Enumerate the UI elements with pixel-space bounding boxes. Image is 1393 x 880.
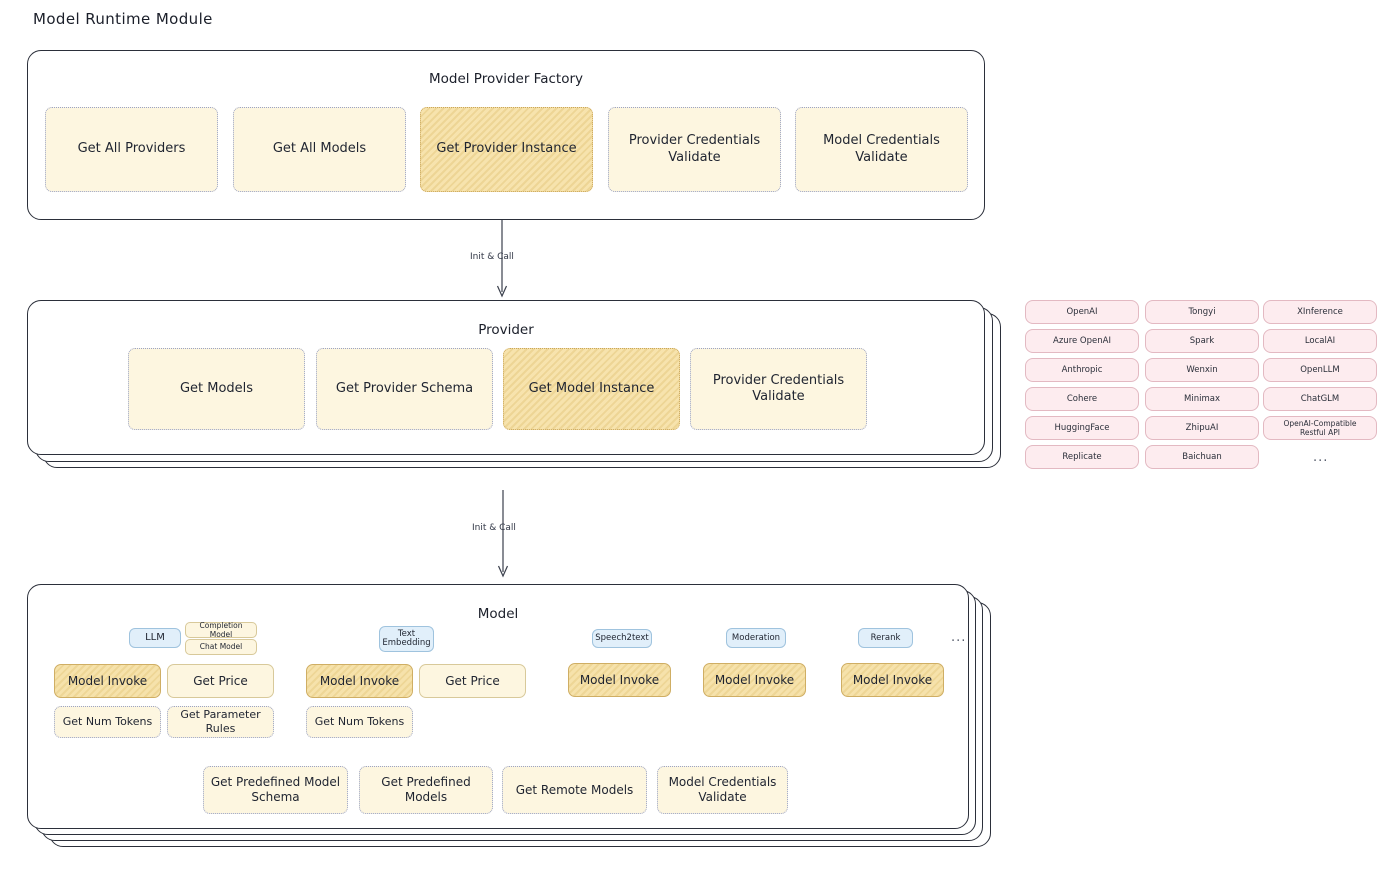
node-label: Get Num Tokens xyxy=(314,715,405,729)
node-model-invoke-embedding[interactable] xyxy=(306,664,413,698)
node-label: Wenxin xyxy=(1186,364,1218,375)
provider-chip-wenxin[interactable] xyxy=(1145,358,1259,382)
node-label: Completion Model xyxy=(199,620,243,639)
provider-list-more: ... xyxy=(1313,450,1329,465)
provider-chip-chatglm[interactable] xyxy=(1263,387,1377,411)
node-label: Get Predefined Model Schema xyxy=(210,775,341,804)
arrow-factory-to-provider xyxy=(490,220,520,305)
node-label: Replicate xyxy=(1062,451,1102,462)
model-type-speech2text[interactable] xyxy=(592,629,652,648)
model-provider-factory-title: Model Provider Factory xyxy=(428,71,583,87)
node-get-remote-models[interactable] xyxy=(502,766,647,814)
node-label: Get All Providers xyxy=(77,141,186,157)
provider-chip-replicate[interactable] xyxy=(1025,445,1139,469)
node-label: OpenAI-Compatible Restful API xyxy=(1283,418,1357,437)
node-model-invoke-moderation[interactable] xyxy=(703,663,806,697)
node-label: Model Invoke xyxy=(579,672,660,687)
node-get-models[interactable] xyxy=(128,348,305,430)
provider-chip-openai[interactable] xyxy=(1025,300,1139,324)
node-model-invoke-llm[interactable] xyxy=(54,664,161,698)
node-label: Get Provider Schema xyxy=(335,380,474,396)
node-label: OpenAI xyxy=(1066,306,1098,317)
node-model-invoke-rerank[interactable] xyxy=(841,663,944,697)
node-label: Get All Models xyxy=(272,141,367,157)
node-model-credentials-validate[interactable] xyxy=(795,107,968,192)
node-label: Get Parameter Rules xyxy=(180,708,261,735)
model-subtype-chat-model[interactable] xyxy=(185,639,257,655)
node-get-all-providers[interactable] xyxy=(45,107,218,192)
node-get-num-tokens-llm[interactable] xyxy=(54,706,161,738)
node-label: ChatGLM xyxy=(1300,393,1340,404)
node-get-price-embedding[interactable] xyxy=(419,664,526,698)
node-label: Spark xyxy=(1189,335,1215,346)
node-label: Speech2text xyxy=(595,633,649,644)
node-model-credentials-validate-2[interactable] xyxy=(657,766,788,814)
node-get-model-instance[interactable] xyxy=(503,348,680,430)
node-label: Get Provider Instance xyxy=(436,141,577,157)
model-type-text-embedding[interactable] xyxy=(379,626,434,652)
provider-chip-xinference[interactable] xyxy=(1263,300,1377,324)
page-title: Model Runtime Module xyxy=(33,10,213,28)
node-label: Get Remote Models xyxy=(515,782,634,797)
node-label: Cohere xyxy=(1066,393,1098,404)
provider-chip-cohere[interactable] xyxy=(1025,387,1139,411)
provider-chip-openllm[interactable] xyxy=(1263,358,1377,382)
arrow-provider-to-model xyxy=(490,490,520,585)
node-label: Get Models xyxy=(179,380,254,396)
node-provider-credentials-validate-2[interactable] xyxy=(690,348,867,430)
node-label: Model Credentials Validate xyxy=(668,775,777,804)
node-get-predefined-models[interactable] xyxy=(359,766,493,814)
node-model-invoke-speech2text[interactable] xyxy=(568,663,671,697)
node-get-num-tokens-embedding[interactable] xyxy=(306,706,413,738)
arrow-label-init-call-2: Init & Call xyxy=(472,523,516,533)
node-label: Azure OpenAI xyxy=(1053,335,1111,346)
node-label: Model Credentials Validate xyxy=(823,133,940,165)
node-label: Chat Model xyxy=(199,642,243,652)
node-get-parameter-rules-llm[interactable] xyxy=(167,706,274,738)
node-label: Text Embedding xyxy=(382,628,431,648)
node-label: LLM xyxy=(145,631,165,643)
model-type-llm[interactable] xyxy=(129,628,181,648)
provider-chip-tongyi[interactable] xyxy=(1145,300,1259,324)
node-label: Provider Credentials Validate xyxy=(628,133,761,165)
node-label: Model Invoke xyxy=(852,672,933,687)
node-label: Get Price xyxy=(193,673,248,688)
arrow-label-init-call-1: Init & Call xyxy=(470,252,514,262)
node-get-provider-instance[interactable] xyxy=(420,107,593,192)
provider-chip-baichuan[interactable] xyxy=(1145,445,1259,469)
node-label: HuggingFace xyxy=(1054,422,1110,433)
provider-chip-zhipuai[interactable] xyxy=(1145,416,1259,440)
node-get-predefined-model-schema[interactable] xyxy=(203,766,348,814)
provider-chip-azure-openai[interactable] xyxy=(1025,329,1139,353)
node-label: Model Invoke xyxy=(319,673,400,688)
node-get-all-models[interactable] xyxy=(233,107,406,192)
node-label: Provider Credentials Validate xyxy=(712,372,845,404)
provider-chip-openai-compatible[interactable] xyxy=(1263,416,1377,440)
node-label: Model Invoke xyxy=(67,673,148,688)
model-panel xyxy=(27,584,969,829)
node-label: Minimax xyxy=(1184,393,1220,404)
node-label: Tongyi xyxy=(1188,306,1216,317)
node-label: OpenLLM xyxy=(1300,364,1340,375)
node-label: Get Model Instance xyxy=(528,380,655,396)
provider-chip-minimax[interactable] xyxy=(1145,387,1259,411)
model-subtype-completion-model[interactable] xyxy=(185,622,257,638)
node-label: ZhipuAI xyxy=(1185,422,1219,433)
node-label: Get Price xyxy=(445,673,500,688)
node-label: Get Num Tokens xyxy=(62,715,153,729)
node-label: XInference xyxy=(1297,306,1343,317)
model-type-rerank[interactable] xyxy=(858,628,913,648)
node-get-provider-schema[interactable] xyxy=(316,348,493,430)
model-title: Model xyxy=(477,606,519,622)
provider-chip-localai[interactable] xyxy=(1263,329,1377,353)
node-label: Moderation xyxy=(731,632,781,643)
node-provider-credentials-validate[interactable] xyxy=(608,107,781,192)
node-label: Model Invoke xyxy=(714,672,795,687)
provider-chip-huggingface[interactable] xyxy=(1025,416,1139,440)
provider-chip-spark[interactable] xyxy=(1145,329,1259,353)
node-get-price-llm[interactable] xyxy=(167,664,274,698)
node-label: LocalAI xyxy=(1304,335,1336,346)
node-label: Baichuan xyxy=(1182,451,1222,462)
node-label: Rerank xyxy=(870,632,901,643)
model-types-more: ... xyxy=(951,630,967,645)
node-label: Get Predefined Models xyxy=(381,775,471,804)
node-label: Anthropic xyxy=(1061,364,1103,375)
provider-chip-anthropic[interactable] xyxy=(1025,358,1139,382)
provider-title: Provider xyxy=(478,322,534,338)
model-type-moderation[interactable] xyxy=(726,628,786,648)
